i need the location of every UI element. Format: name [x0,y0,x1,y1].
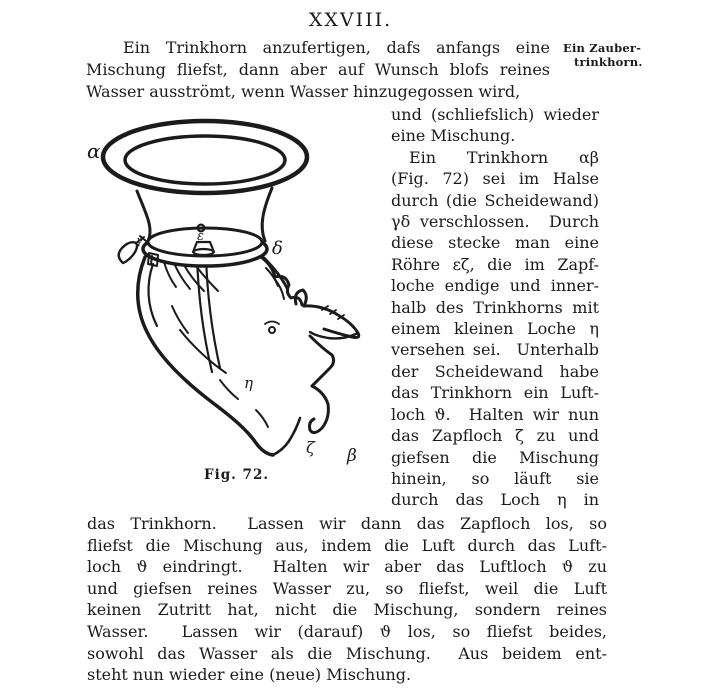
text-line: das Zapfloch ζ zu und [391,426,599,446]
head-tongue-curl [310,386,329,433]
chapter-heading: XXVIII. [308,9,393,31]
text-line: einem kleinen Loche η [391,319,599,339]
head-brow [265,322,279,325]
text-line: keinen Zutritt hat, nicht die Mischung, sondern reines [87,600,607,620]
text-line: der Scheidewand habe [391,361,599,381]
horn-body [138,257,302,455]
text-line: (Fig. 72) sei im Halse [391,169,599,189]
head-eye [269,327,275,333]
head-chin-line [273,418,300,455]
figure-label-eta: η [244,374,253,392]
text-line: hinein, so läuft sie [391,468,599,488]
text-line: γδ verschlossen. Durch [391,212,599,232]
text-line: durch das Loch η in [391,490,599,510]
text-line: loche endige und inner- [391,276,599,296]
figure-label-gamma: γ [136,234,143,247]
text-line: diese stecke man eine [391,233,599,253]
text-line: giefsen die Mischung [391,447,599,467]
text-line: eine Mischung. [391,126,516,146]
text-line: Röhre εζ, die im Zapf- [391,254,599,274]
figure-label-delta: δ [272,238,283,259]
paragraph-line: Wasser ausströmt, wenn Wasser hinzugegossen wird, [86,82,521,101]
text-line: versehen sei. Unterhalb [391,340,599,360]
trinkhorn-figure [60,110,400,490]
wrapped-text-column [391,104,599,511]
intro-paragraph [86,37,550,103]
paragraph-line: Mischung fliefst, dann aber auf Wunsch blofs reines [86,60,550,79]
figure-label-alpha: α [87,139,101,163]
inner-tube [197,256,220,372]
bottom-paragraph [87,513,607,686]
text-line: Wasser. Lassen wir (darauf) ϑ los, so fliefst beides, [87,621,607,641]
text-line: Ein Trinkhorn αβ [409,147,599,167]
mouth-inner-rim [125,136,285,184]
text-line: das Trinkhorn ein Luft- [391,383,599,403]
text-line: halb des Trinkhorns mit [391,297,599,317]
text-line: das Trinkhorn. Lassen wir dann das Zapfloch los, so [87,514,607,533]
text-line: und giefsen reines Wasser zu, so fliefst, weil die Luft [87,578,607,598]
text-line: und (schliefslich) wieder [391,105,599,124]
margin-note [563,41,663,69]
figure-label-zeta: ζ [306,438,315,457]
figure-caption: Fig. 72. [204,467,270,483]
text-line: steht nun wieder eine (neue) Mischung. [87,665,412,685]
horn-animal-head [265,290,359,455]
figure-label-beta: β [347,446,357,466]
paragraph-line: Ein Trinkhorn anzufertigen, dafs anfangs eine [123,38,550,57]
margin-note-line: Ein Zauber- [563,41,642,55]
text-line: loch ϑ eindringt. Halten wir aber das Luftloch ϑ zu [87,557,607,577]
mouth-outer-rim [103,121,307,193]
figure-label-epsilon: ε [197,229,204,244]
text-line: sowohl das Wasser als die Mischung. Aus beidem ent- [87,643,607,663]
head-lower-jaw [310,336,334,386]
margin-note-line: trinkhorn. [574,55,643,69]
figure-labels [87,139,357,466]
head-snout-strokes [322,306,344,319]
text-line: durch (die Scheidewand) [391,190,599,210]
text-line: loch ϑ. Halten wir nun [391,404,599,424]
text-line: fliefst die Mischung aus, indem die Luft durch das Luft- [87,535,607,555]
